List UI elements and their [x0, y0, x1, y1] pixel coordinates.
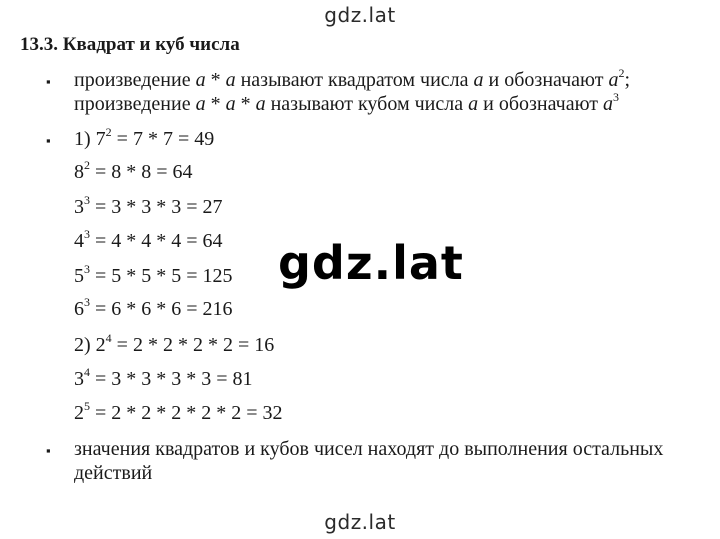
example-line: $5^3 = 5 * 5 * 5 = 125$: [74, 262, 233, 287]
rule-line: значения квадратов и кубов чисел находят до выполнения остальных: [74, 438, 664, 460]
watermark-bottom: gdz.lat: [324, 510, 396, 534]
example-line: $8^2 = 8 * 8 = 64$: [74, 158, 193, 183]
rule-line: действий: [74, 462, 153, 484]
example-line: $6^3 = 6 * 6 * 6 = 216$: [74, 295, 233, 320]
watermark-center: gdz.lat: [278, 236, 464, 290]
watermark-top: gdz.lat: [324, 3, 396, 27]
bullet-marker: ▪: [46, 133, 51, 148]
example-line: $3^3 = 3 * 3 * 3 = 27$: [74, 193, 223, 218]
example-line: 2) $2^4 = 2 * 2 * 2 * 2 = 16$: [74, 331, 275, 356]
example-line: 1) $7^2 = 7 * 7 = 49$: [74, 125, 215, 150]
example-line: $2^5 = 2 * 2 * 2 * 2 * 2 = 32$: [74, 399, 283, 424]
bullet-marker: ▪: [46, 443, 51, 458]
example-line: $3^4 = 3 * 3 * 3 * 3 = 81$: [74, 365, 253, 390]
definition-square-line: произведение a * a называют квадратом числа a и обозначают $a^2$;: [74, 66, 631, 91]
bullet-marker: ▪: [46, 74, 51, 89]
definition-cube-line: произведение a * a * a называют кубом числа a и обозначают $a^3$: [74, 90, 620, 115]
section-heading: 13.3. Квадрат и куб числа: [20, 34, 240, 55]
example-line: $4^3 = 4 * 4 * 4 = 64$: [74, 227, 223, 252]
